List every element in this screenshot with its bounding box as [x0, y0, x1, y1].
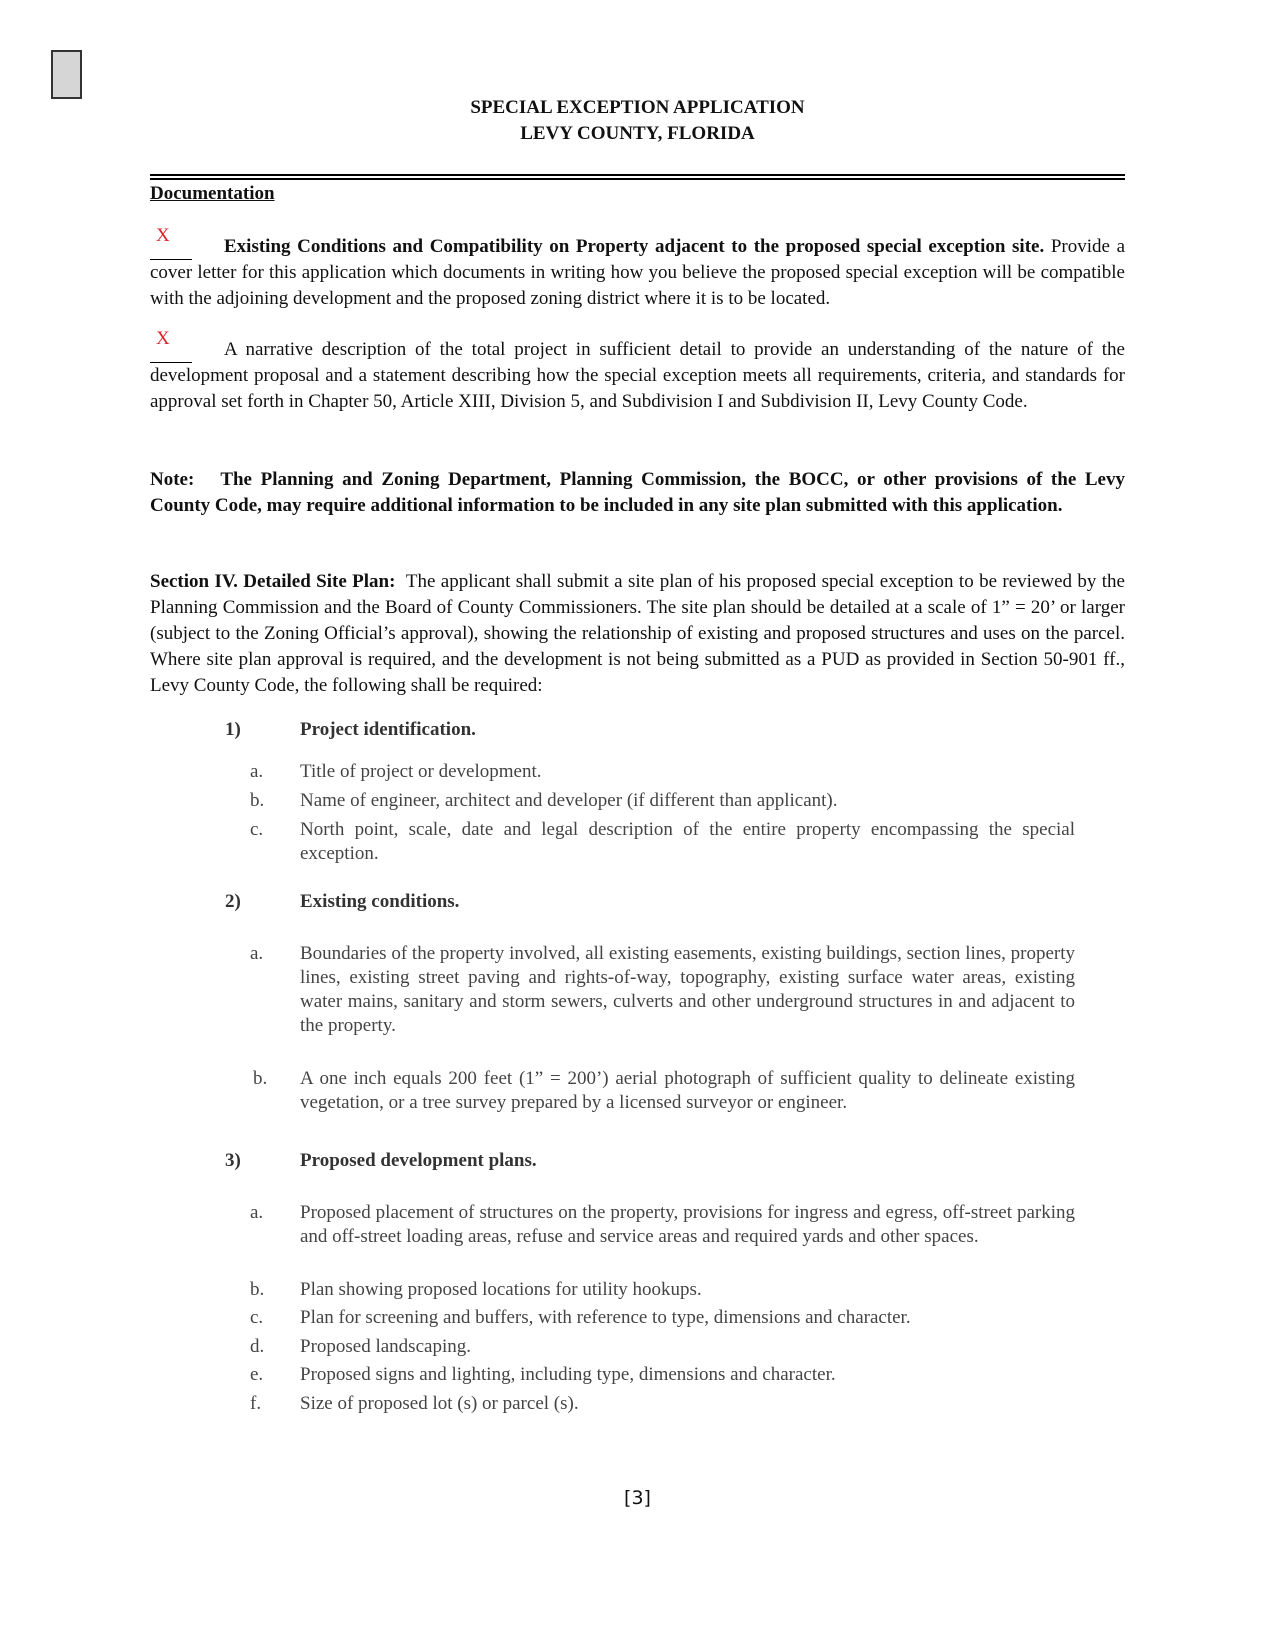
- list-item-letter: b.: [253, 1068, 268, 1089]
- list-item-text: North point, scale, date and legal description of the entire property encompassing the special exception.: [300, 819, 1075, 864]
- list-item-text: Plan showing proposed locations for utility hookups.: [300, 1279, 702, 1300]
- item2-blank-line: [150, 340, 192, 363]
- item2-text: A narrative description of the total project in sufficient detail to provide an understanding of the nature of the development proposal and a statement describing how the special exception meets all requirements, criteria, and standards for approval set forth in Chapter 50, Article XIII, Division 5, and Subdivision I and Subdivision II, Levy County Code.: [150, 339, 1125, 412]
- group3-title: Proposed development plans.: [300, 1150, 537, 1171]
- note-label: Note:: [150, 469, 195, 490]
- documentation-item1: [150, 234, 1125, 312]
- list-item-letter: d.: [250, 1336, 265, 1357]
- documentation-item2-mark: X: [156, 328, 170, 349]
- documentation-heading: Documentation: [150, 183, 275, 204]
- list-item-letter: b.: [250, 1279, 265, 1300]
- group1-number: 1): [225, 719, 241, 740]
- page-number: [3]: [624, 1487, 651, 1509]
- header-divider-top: [150, 174, 1125, 176]
- list-item-text: Boundaries of the property involved, all existing easements, existing buildings, section lines, property lines, existing street paving and rights-of-way, topography, existing surface water areas, existing water mains, sanitary and storm sewers, culverts and other underground structures in and adjacent to the property.: [300, 943, 1075, 1036]
- list-item-text: Name of engineer, architect and developer (if different than applicant).: [300, 790, 838, 811]
- list-item-text: Title of project or development.: [300, 761, 542, 782]
- list-item-text: A one inch equals 200 feet (1” = 200’) aerial photograph of sufficient quality to delineate existing vegetation, or a tree survey prepared by a licensed surveyor or engineer.: [300, 1068, 1075, 1113]
- documentation-item2: [150, 337, 1125, 415]
- list-item-text: Plan for screening and buffers, with reference to type, dimensions and character.: [300, 1307, 911, 1328]
- group2-title: Existing conditions.: [300, 891, 460, 912]
- item1-text: Provide a cover letter for this application which documents in writing how you believe the proposed special exception will be compatible with the adjoining development and the proposed zoning district where it is to be located.: [150, 236, 1125, 309]
- list-item-letter: e.: [250, 1364, 264, 1385]
- corner-checkbox-icon: [51, 50, 82, 99]
- documentation-item1-mark: X: [156, 225, 170, 246]
- note-paragraph: [150, 467, 1125, 519]
- list-item-letter: c.: [250, 1307, 264, 1328]
- group2-number: 2): [225, 891, 241, 912]
- list-item-letter: c.: [250, 819, 264, 840]
- list-item-text: Proposed signs and lighting, including type, dimensions and character.: [300, 1364, 836, 1385]
- list-item-text: Proposed placement of structures on the property, provisions for ingress and egress, off-street parking and off-street loading areas, refuse and service areas and required yards and other spaces.: [300, 1202, 1075, 1247]
- list-item-letter: f.: [250, 1393, 262, 1414]
- section4-paragraph: [150, 569, 1125, 699]
- page-title-line2: LEVY COUNTY, FLORIDA: [520, 123, 755, 144]
- list-item-text: Size of proposed lot (s) or parcel (s).: [300, 1393, 579, 1414]
- item1-blank-line: [150, 237, 192, 260]
- list-item-letter: a.: [250, 943, 264, 964]
- page-title-line1: SPECIAL EXCEPTION APPLICATION: [470, 97, 805, 118]
- section4-label: Section IV. Detailed Site Plan:: [150, 571, 396, 592]
- item1-bold-text: Existing Conditions and Compatibility on Property adjacent to the proposed special exception site.: [224, 236, 1045, 257]
- list-item-text: Proposed landscaping.: [300, 1336, 471, 1357]
- header-divider-bottom: [150, 178, 1125, 180]
- list-item-letter: a.: [250, 1202, 264, 1223]
- list-item-letter: b.: [250, 790, 265, 811]
- list-item-letter: a.: [250, 761, 264, 782]
- section4-text: The applicant shall submit a site plan of his proposed special exception to be reviewed by the Planning Commission and the Board of County Commissioners. The site plan should be detailed at a scale of 1” = 20’ or larger (subject to the Zoning Official’s approval), showing the relationship of existing and proposed structures and uses on the parcel. Where site plan approval is required, and the development is not being submitted as a PUD as provided in Section 50-901 ff., Levy County Code, the following shall be required:: [150, 571, 1125, 696]
- note-text: The Planning and Zoning Department, Planning Commission, the BOCC, or other provisions of the Levy County Code, may require additional information to be included in any site plan submitted with this application.: [150, 469, 1125, 516]
- group3-number: 3): [225, 1150, 241, 1171]
- group1-title: Project identification.: [300, 719, 476, 740]
